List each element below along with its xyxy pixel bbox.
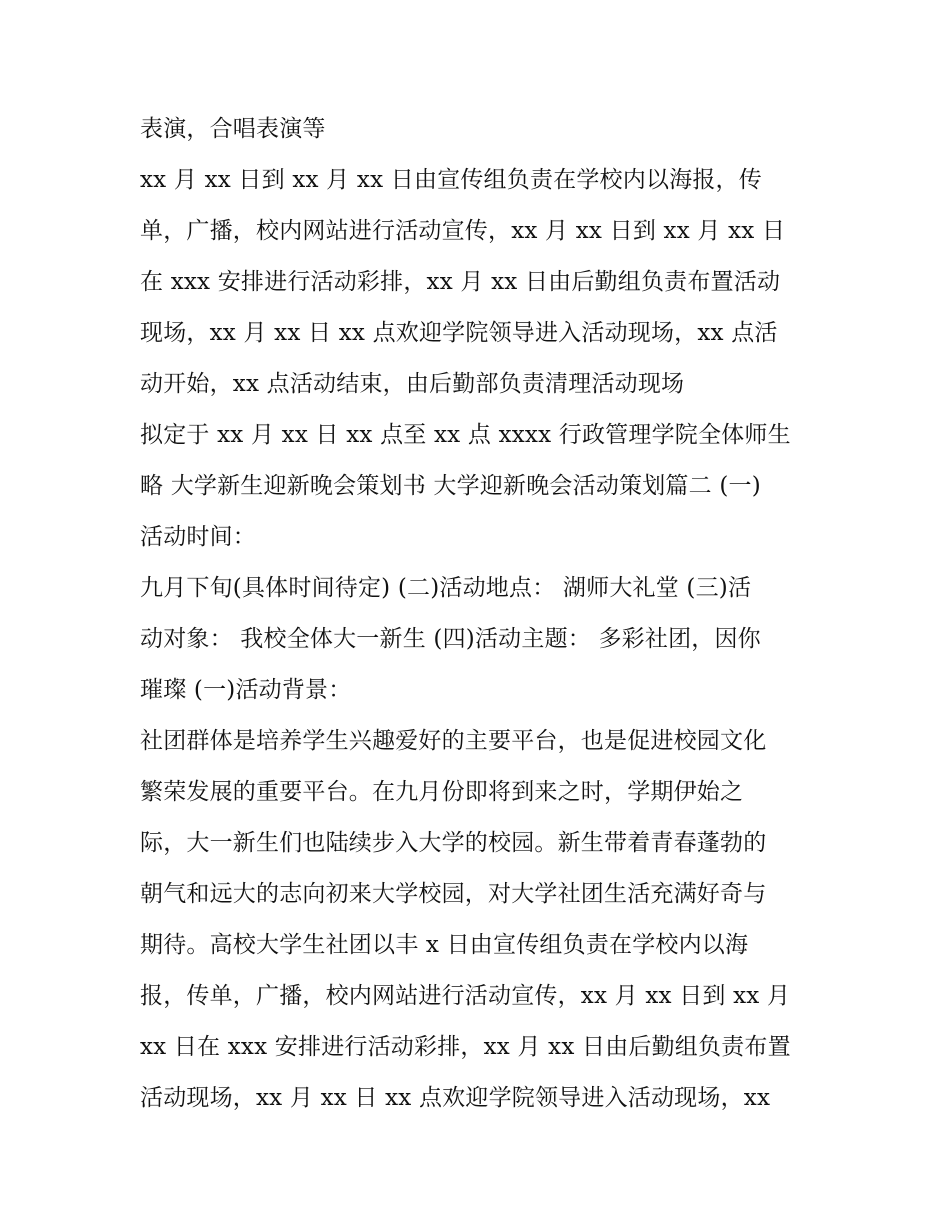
text-line: 表演，合唱表演等 [140, 116, 326, 142]
text-line: 在 xxx 安排进行活动彩排，xx 月 xx 日由后勤组负责布置活动 [140, 269, 781, 295]
text-line: 略 大学新生迎新晚会策划书 大学迎新晚会活动策划篇二 (一) [140, 473, 761, 499]
text-line: 期待。高校大学生社团以丰 x 日由宣传组负责在学校内以海 [140, 932, 749, 958]
text-line: xx 日在 xxx 安排进行活动彩排，xx 月 xx 日由后勤组负责布置 [140, 1034, 791, 1060]
text-line: 社团群体是培养学生兴趣爱好的主要平台，也是促进校园文化 [140, 728, 767, 754]
text-line: 动对象： 我校全体大一新生 (四)活动主题： 多彩社团，因你 [140, 626, 761, 652]
text-line: 朝气和远大的志向初来大学校园，对大学社团生活充满好奇与 [140, 881, 767, 907]
text-line: 拟定于 xx 月 xx 日 xx 点至 xx 点 xxxx 行政管理学院全体师生 [140, 422, 791, 448]
text-line: 繁荣发展的重要平台。在九月份即将到来之时，学期伊始之 [140, 779, 744, 805]
text-line: 活动时间： [140, 524, 256, 550]
text-line: 际，大一新生们也陆续步入大学的校园。新生带着青春蓬勃的 [140, 830, 767, 856]
text-line: 现场，xx 月 xx 日 xx 点欢迎学院领导进入活动现场，xx 点活 [140, 320, 778, 346]
text-line: 动开始，xx 点活动结束，由后勤部负责清理活动现场 [140, 371, 685, 397]
document-body [140, 104, 820, 1124]
text-line: xx 月 xx 日到 xx 月 xx 日由宣传组负责在学校内以海报，传 [140, 167, 762, 193]
text-line: 活动现场，xx 月 xx 日 xx 点欢迎学院领导进入活动现场，xx [140, 1085, 771, 1111]
text-line: 璀璨 (一)活动背景： [140, 677, 352, 703]
text-line: 九月下旬(具体时间待定) (二)活动地点： 湖师大礼堂 (三)活 [140, 575, 752, 601]
text-line: 报，传单，广播，校内网站进行活动宣传，xx 月 xx 日到 xx 月 [140, 983, 791, 1009]
text-line: 单，广播，校内网站进行活动宣传，xx 月 xx 日到 xx 月 xx 日 [140, 218, 786, 244]
